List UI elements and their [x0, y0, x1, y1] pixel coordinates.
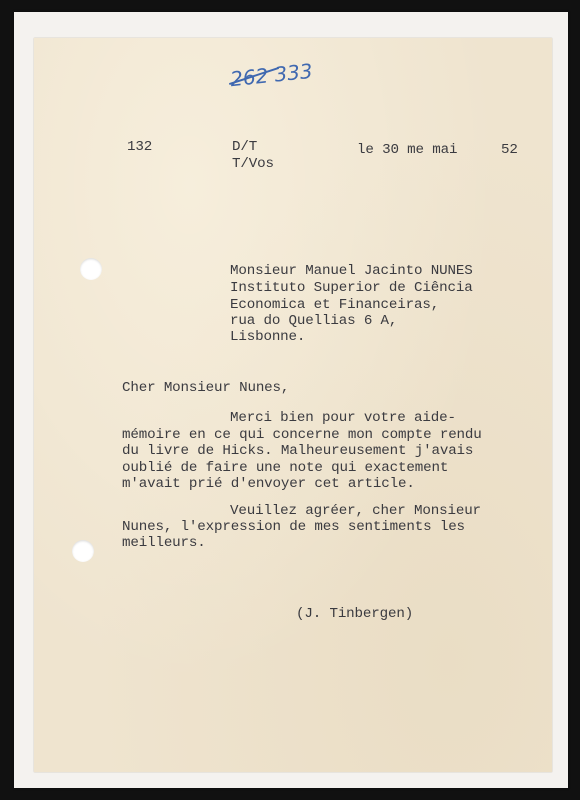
body-line-3: du livre de Hicks. Malheureusement j'avais: [122, 443, 474, 459]
punch-hole-bottom: [72, 540, 94, 562]
body-line-2: mémoire en ce qui concerne mon compte rendu: [122, 427, 482, 443]
punch-hole-top: [80, 258, 102, 280]
salutation: Cher Monsieur Nunes,: [122, 380, 290, 396]
signature: (J. Tinbergen): [296, 606, 414, 622]
handwritten-reference-number: 262 333: [228, 58, 314, 92]
address-line-3: Economica et Financeiras,: [230, 297, 440, 313]
letter-date: le 30 me mai: [357, 142, 458, 158]
closing-line-1: Veuillez agréer, cher Monsieur: [230, 503, 481, 519]
address-line-4: rua do Quellias 6 A,: [230, 313, 398, 329]
letter-number: 132: [127, 139, 153, 155]
document-mount: [14, 12, 568, 788]
letter-year: 52: [501, 142, 518, 158]
body-line-1: Merci bien pour votre aide-: [230, 410, 456, 426]
body-line-5: m'avait prié d'envoyer cet article.: [122, 476, 415, 492]
reference-line-1: D/T: [232, 139, 258, 155]
closing-line-3: meilleurs.: [122, 535, 206, 551]
address-line-1: Monsieur Manuel Jacinto NUNES: [230, 263, 473, 279]
body-line-4: oublié de faire une note qui exactement: [122, 460, 449, 476]
address-line-5: Lisbonne.: [230, 329, 306, 345]
closing-line-2: Nunes, l'expression de mes sentiments les: [122, 519, 465, 535]
address-line-2: Instituto Superior de Ciência: [230, 280, 473, 296]
letter-page: [34, 38, 552, 772]
reference-line-2: T/Vos: [232, 156, 274, 172]
